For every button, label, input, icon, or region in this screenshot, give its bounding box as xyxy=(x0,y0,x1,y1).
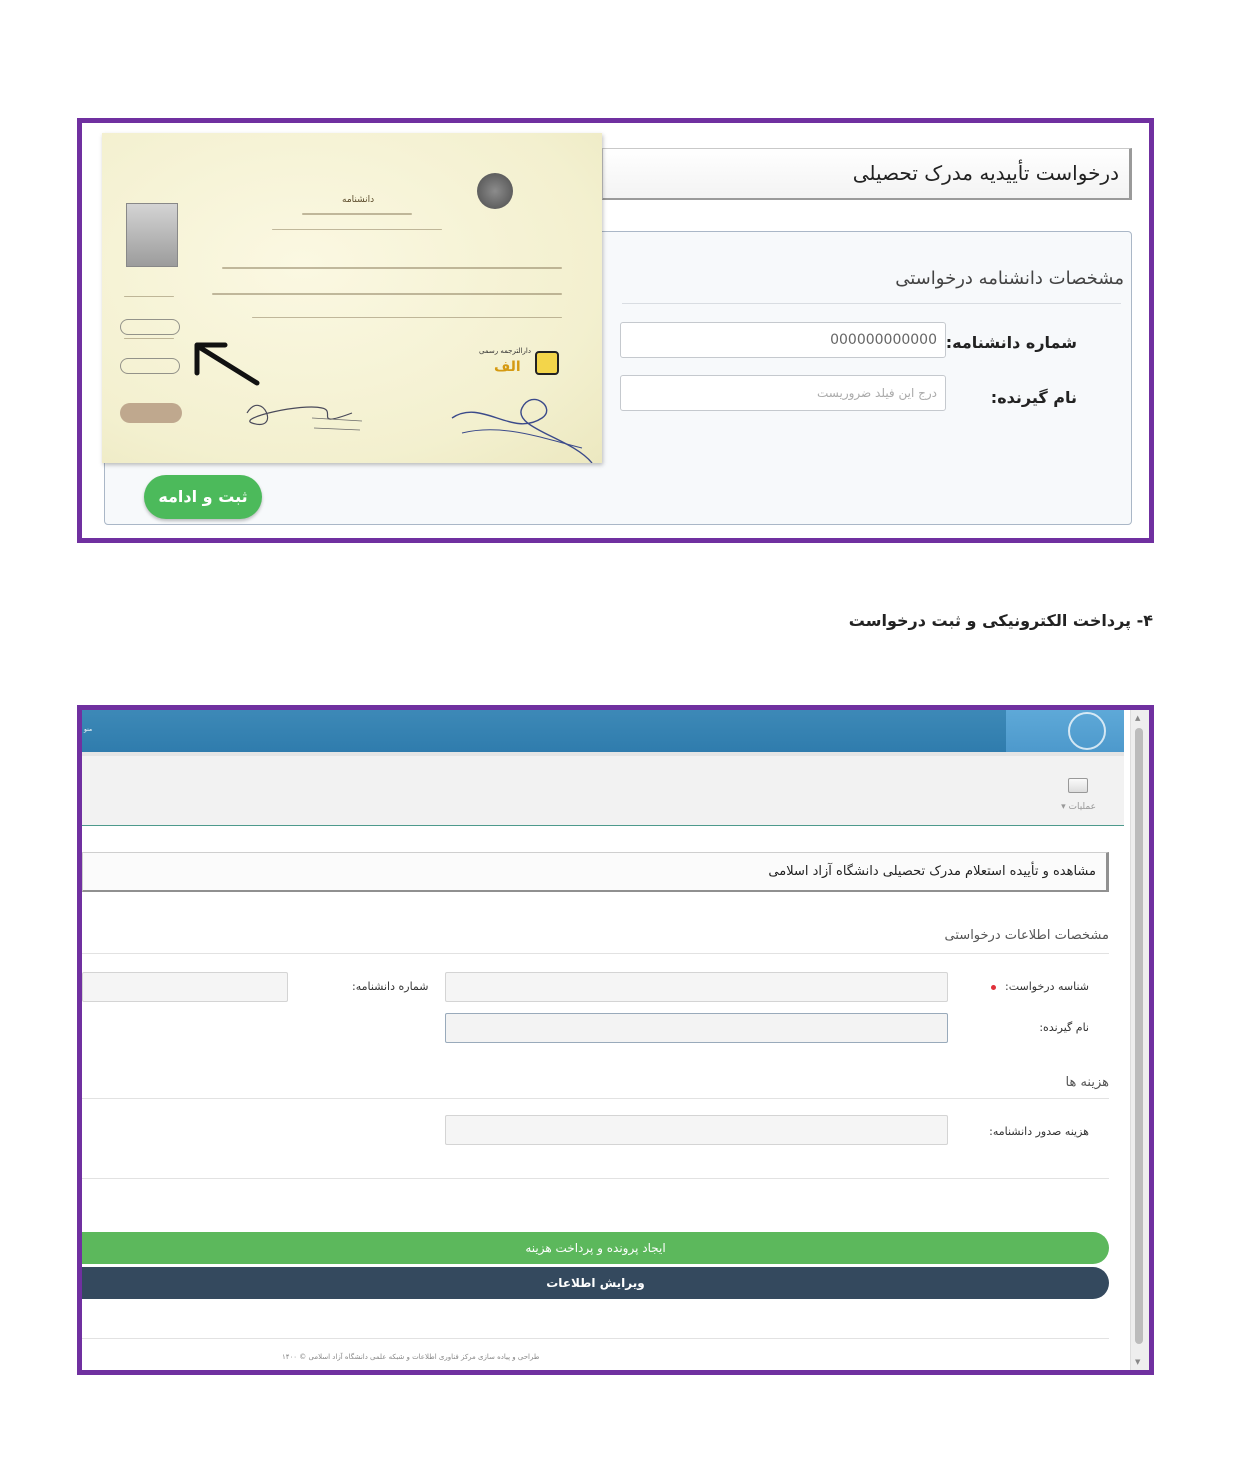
degree-number-input[interactable] xyxy=(82,972,288,1002)
edit-info-button[interactable]: ویرایش اطلاعات xyxy=(82,1267,1109,1299)
section-divider xyxy=(82,953,1109,954)
recipient-input[interactable] xyxy=(445,1013,948,1043)
issue-fee-input[interactable] xyxy=(445,1115,948,1145)
request-id-input[interactable] xyxy=(445,972,948,1002)
scroll-thumb[interactable] xyxy=(1135,728,1143,1344)
section-divider xyxy=(82,1098,1109,1099)
request-info-heading: مشخصات اطلاعات درخواستی xyxy=(944,928,1109,943)
degree-number-label: شماره دانشنامه: xyxy=(352,980,429,993)
certificate-text-line xyxy=(302,213,412,215)
required-indicator-icon xyxy=(991,985,996,990)
certificate-text-line xyxy=(222,267,562,269)
certificate-stamp xyxy=(120,403,182,423)
create-file-and-pay-button[interactable]: ایجاد پرونده و پرداخت هزینه xyxy=(82,1232,1109,1264)
submit-continue-button[interactable]: ثبت و ادامه xyxy=(144,475,262,519)
recipient-input[interactable]: درج این فیلد ضروریست xyxy=(620,375,946,411)
logo-circle-icon[interactable] xyxy=(1068,712,1106,750)
scrollbar[interactable] xyxy=(1130,710,1149,1370)
degree-number-label: شماره دانشنامه: xyxy=(945,333,1077,352)
translation-office-caption: دارالترجمه رسمی xyxy=(479,347,531,355)
page-title: درخواست تأییدیه مدرک تحصیلی xyxy=(852,161,1119,185)
panel-heading: مشخصات دانشنامه درخواستی xyxy=(895,268,1124,289)
scroll-down-icon[interactable]: ▼ xyxy=(1135,1358,1141,1366)
navbar-left-label[interactable]: منو xyxy=(84,726,93,733)
certificate-text-line xyxy=(252,317,562,318)
degree-number-input[interactable]: 000000000000 xyxy=(620,322,946,358)
screenshot-payment-form xyxy=(77,705,1154,1375)
recipient-label: نام گیرنده: xyxy=(1039,1021,1089,1034)
panel-divider xyxy=(622,303,1121,304)
page-title-bar xyxy=(602,148,1132,200)
translation-office-brand: الف xyxy=(494,359,521,375)
certificate-heading: دانشنامه xyxy=(342,195,375,205)
fees-heading: هزینه ها xyxy=(1065,1075,1109,1090)
certificate-emblem-icon xyxy=(477,173,513,209)
operations-menu[interactable]: عملیات ▾ xyxy=(1061,802,1096,812)
certificate-text-line xyxy=(212,293,562,295)
signature-icon xyxy=(242,383,372,443)
page-title: مشاهده و تأییده استعلام مدرک تحصیلی دانشگاه آزاد اسلامی xyxy=(768,864,1096,879)
navbar-logo-area xyxy=(1006,710,1124,752)
scroll-up-icon[interactable]: ▲ xyxy=(1135,714,1141,722)
certificate-stamp-oval xyxy=(120,358,180,374)
page-title-bar xyxy=(82,852,1109,892)
request-id-label: شناسه درخواست: xyxy=(1005,980,1089,993)
degree-certificate-image xyxy=(102,133,602,463)
certificate-photo xyxy=(126,203,178,267)
footer-divider xyxy=(82,1338,1109,1339)
request-id-label-wrap xyxy=(991,980,1089,993)
certificate-stamp-oval xyxy=(120,319,180,335)
translation-office-badge-icon xyxy=(535,351,559,375)
certificate-text-line xyxy=(124,296,174,297)
id-card-icon[interactable] xyxy=(1068,778,1088,793)
recipient-label: نام گیرنده: xyxy=(990,388,1077,407)
section-heading: ۴- پرداخت الکترونیکی و ثبت درخواست xyxy=(848,611,1153,630)
toolbar xyxy=(82,752,1124,826)
footer-credit: طراحی و پیاده سازی مرکز فناوری اطلاعات و شبکه علمی دانشگاه آزاد اسلامی © ۱۴۰۰ xyxy=(282,1353,540,1361)
degree-number-label-wrap xyxy=(927,333,1077,352)
certificate-text-line xyxy=(272,229,442,230)
screenshot-degree-request-form xyxy=(77,118,1154,543)
signature-icon xyxy=(442,378,602,463)
issue-fee-label: هزینه صدور دانشنامه: xyxy=(989,1125,1089,1138)
certificate-text-line xyxy=(124,338,174,339)
section-divider xyxy=(82,1178,1109,1179)
top-navbar xyxy=(82,710,1124,752)
